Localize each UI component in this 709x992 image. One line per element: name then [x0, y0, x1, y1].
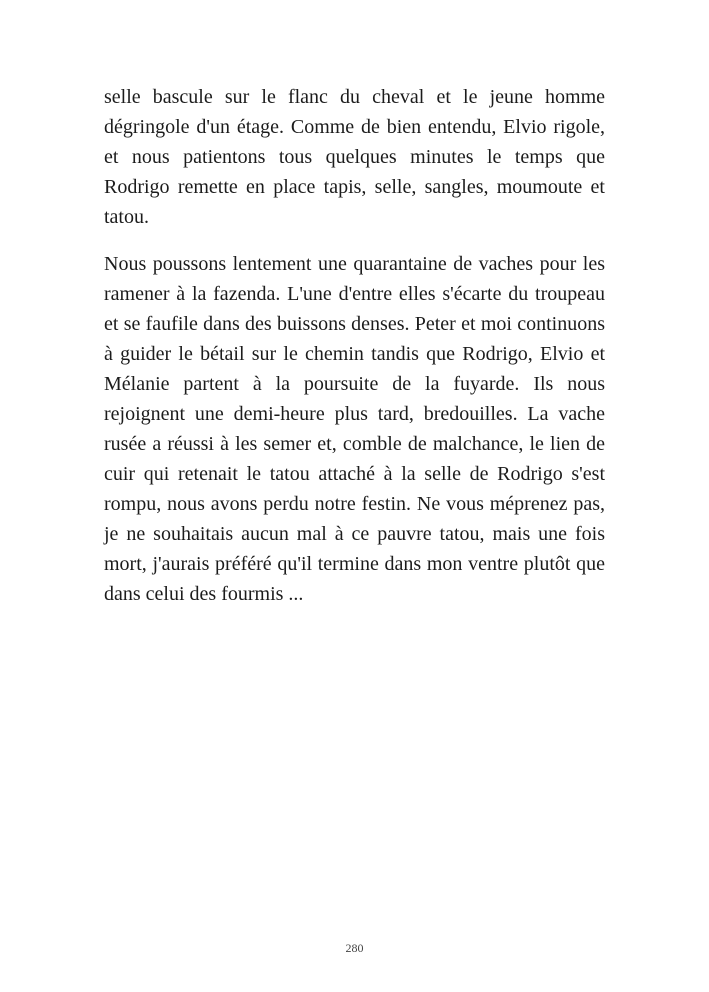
page-number: 280 — [345, 941, 364, 955]
paragraph: selle bascule sur le flanc du cheval et le jeune homme dégringole d'un étage. Comme de bien entendu, Elvio rigole, et nous patientons tous quelques minutes le temps que Rodrigo remette en place tapis, selle, sangles, moumoute et tatou. — [104, 86, 605, 228]
paragraph: Nous poussons lentement une quarantaine de vaches pour les ramener à la fazenda. L'une d'entre elles s'écarte du troupeau et se faufile dans des buissons denses. Peter et moi continuons à guider le bétail sur le chemin tandis que Rodrigo, Elvio et Mélanie partent à la poursuite de la fuyarde. Ils nous rejoignent une demi-heure plus tard, bredouilles. La vache rusée a réussi à les semer et, comble de malchance, le lien de cuir qui retenait le tatou attaché à la selle de Rodrigo s'est rompu, nous avons perdu notre festin. Ne vous méprenez pas, je ne souhaitais aucun mal à ce pauvre tatou, mais une fois mort, j'aurais préféré qu'il termine dans mon ventre plutôt que dans celui des fourmis ... — [104, 253, 605, 605]
page-text — [104, 82, 605, 609]
